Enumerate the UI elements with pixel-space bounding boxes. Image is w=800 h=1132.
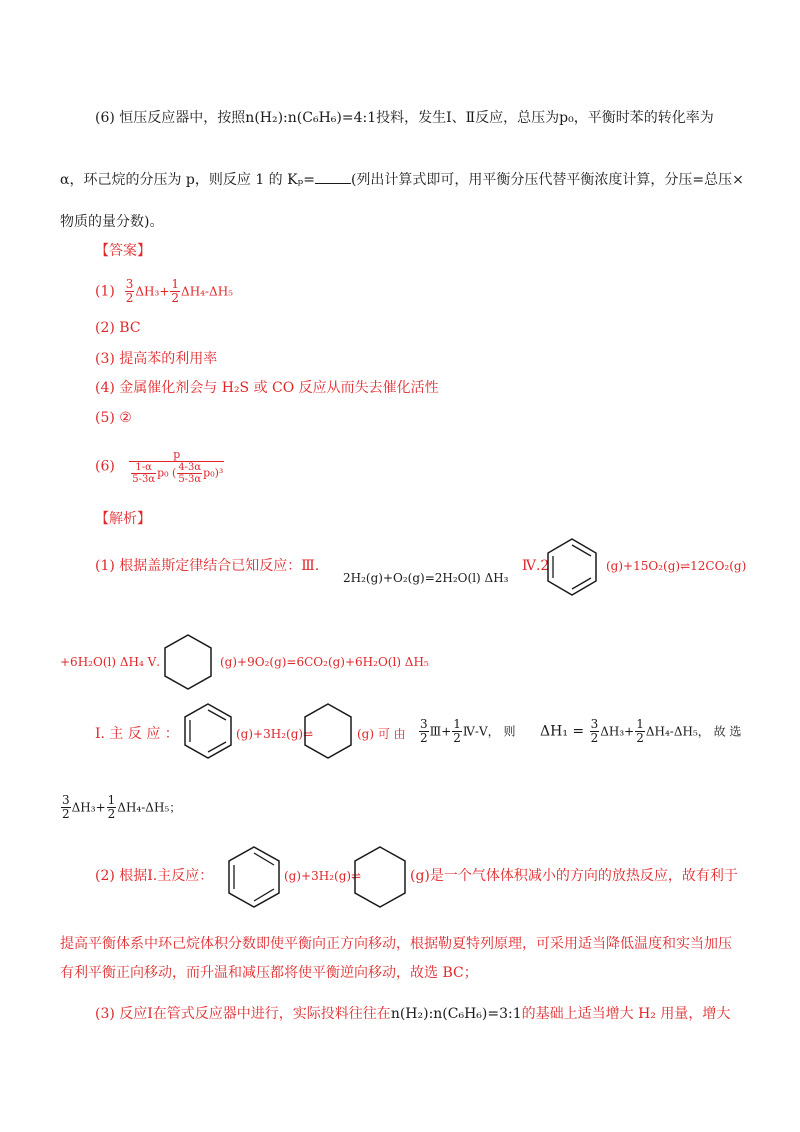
answer-1	[95, 278, 233, 305]
analysis-3-line1	[95, 1004, 730, 1024]
numerator: 1	[636, 717, 644, 731]
q6-kp: Kₚ=	[287, 172, 315, 188]
analysis-header: 【解析】	[95, 511, 151, 527]
analysis-3-text-a: (3) 反应Ⅰ在管式反应器中进行，实际投料往往在	[95, 1006, 391, 1022]
ratio: n(H₂):n(C₆H₆)=3:1	[390, 1006, 522, 1022]
q6-p0: p₀	[559, 110, 574, 126]
q6-text-a: 恒压反应器中，按照	[119, 110, 246, 126]
q6-ratio: n(H₂):n(C₆H₆)=4:1	[245, 110, 377, 126]
q6-line3	[60, 212, 163, 232]
q6-text-b: 投料，发生Ⅰ、Ⅱ反应，总压为	[376, 110, 560, 126]
answer-1-term1: ΔH₃+	[135, 284, 170, 299]
term: Ⅲ+	[429, 724, 452, 739]
reaction-iii: 2H₂(g)+O₂(g)=2H₂O(l) ΔH₃	[343, 571, 509, 585]
analysis-2-line1c: (g)是一个气体体积减小的方向的放热反应，故有利于	[410, 868, 738, 884]
denominator: 2	[171, 291, 180, 305]
analysis-1-line3c	[357, 724, 406, 744]
answer-5: (5) ②	[95, 410, 132, 426]
denominator: 5-3α	[132, 474, 156, 485]
delta-h1-expression	[540, 718, 741, 745]
q6-line2-a: α，环己烷的分压为 p，则反应 1 的	[60, 172, 283, 188]
answer-6	[95, 448, 225, 485]
analysis-2-line1b: (g)+3H₂(g)⇌	[284, 869, 362, 883]
numerator: 3	[62, 793, 70, 807]
numerator: 1	[171, 277, 180, 291]
analysis-1-line4	[60, 794, 181, 821]
delta-h1: ΔH₁ =	[540, 723, 585, 740]
derivation-expression	[418, 718, 515, 745]
analysis-1-text: (1) 根据盖斯定律结合已知反应：Ⅲ.	[95, 558, 320, 574]
reaction-iv-tail: (g)+15O₂(g)⇌12CO₂(g)	[606, 559, 747, 573]
p0-cubed: p₀)³	[203, 466, 224, 480]
analysis-1-line3a: Ⅰ. 主 反 应 ：	[95, 726, 179, 742]
fraction	[419, 718, 429, 745]
answer-1-term2: ΔH₄-ΔH₅	[181, 284, 233, 299]
p0: p₀	[157, 466, 169, 480]
reaction-iv-label: Ⅳ.2	[522, 558, 550, 574]
term: Ⅳ-Ⅴ， 则	[462, 724, 516, 739]
answer-blank	[315, 171, 351, 184]
fraction	[61, 794, 71, 821]
benzene-ring-icon	[182, 701, 234, 761]
answer-4: (4) 金属催化剂会与 H₂S 或 CO 反应从而失去催化活性	[95, 380, 439, 396]
analysis-1-line1	[95, 556, 319, 576]
paren: (	[172, 466, 177, 480]
fraction	[131, 462, 156, 485]
analysis-1-line2a: +6H₂O(l) ΔH₄ Ⅴ.	[60, 655, 161, 669]
fraction	[125, 278, 135, 305]
q6-line2-b: (列出计算式即可，用平衡分压代替平衡浓度计算，分压=总压×	[350, 172, 744, 188]
denominator: 2	[636, 731, 644, 745]
numerator: 3	[420, 717, 428, 731]
denominator: 5-3α	[178, 474, 202, 485]
answer-header: 【答案】	[95, 243, 151, 259]
numerator: 1	[453, 717, 461, 731]
answer-6-big-fraction	[129, 448, 224, 485]
analysis-2-line1a: (2) 根据Ⅰ.主反应：	[95, 868, 214, 884]
cyclohexane-ring-icon	[352, 844, 408, 910]
term: ΔH₄-ΔH₅， 故 选	[645, 724, 742, 739]
q6-line1	[95, 108, 714, 128]
q6-text-c: ，平衡时苯的转化率为	[573, 110, 714, 126]
fraction	[590, 718, 600, 745]
fraction	[107, 794, 117, 821]
fraction	[177, 462, 202, 485]
numerator: 4-3α	[178, 462, 202, 473]
benzene-ring-icon	[226, 844, 282, 910]
q6-number: (6)	[95, 110, 115, 126]
answer-2: (2) BC	[95, 320, 141, 336]
numerator: 3	[125, 277, 134, 291]
analysis-1-line2b: (g)+9O₂(g)=6CO₂(g)+6H₂O(l) ΔH₅	[220, 655, 429, 669]
can-derive-text: (g) 可 由	[357, 727, 406, 741]
answer-6-number: (6)	[95, 458, 115, 475]
denominator: 2	[107, 807, 116, 821]
analysis-1-line3b: (g)+3H₂(g)⇌	[236, 727, 314, 741]
answer-1-number: (1)	[95, 283, 115, 300]
denominator: 2	[62, 807, 70, 821]
answer-6-numerator: p	[129, 448, 224, 462]
benzene-ring-icon	[545, 536, 599, 598]
cyclohexane-ring-icon	[302, 701, 354, 761]
fraction	[635, 718, 645, 745]
fraction	[170, 278, 180, 305]
numerator: 1-α	[131, 462, 156, 474]
q6-line3: 物质的量分数)。	[60, 214, 164, 230]
denominator: 2	[590, 731, 599, 745]
answer-3: (3) 提高苯的利用率	[95, 351, 218, 367]
answer-6-denominator	[129, 462, 224, 485]
numerator: 1	[107, 793, 116, 807]
term: ΔH₃+	[71, 800, 106, 815]
analysis-2-line3: 有利平衡正向移动，而升温和减压都将使平衡逆向移动，故选 BC；	[60, 965, 478, 981]
term: ΔH₄-ΔH₅；	[117, 800, 182, 815]
term: ΔH₃+	[600, 724, 635, 739]
denominator: 2	[420, 731, 428, 745]
analysis-2-line2: 提高平衡体系中环己烷体积分数即使平衡向正方向移动，根据勒夏特列原理，可采用适当降低温度和实当加压	[60, 936, 732, 952]
cyclohexane-ring-icon	[162, 632, 214, 692]
fraction	[452, 718, 462, 745]
numerator: 3	[590, 717, 599, 731]
denominator: 2	[453, 731, 461, 745]
denominator: 2	[125, 291, 134, 305]
q6-line2	[60, 170, 744, 190]
analysis-3-text-b: 的基础上适当增大 H₂ 用量，增大	[521, 1006, 731, 1022]
